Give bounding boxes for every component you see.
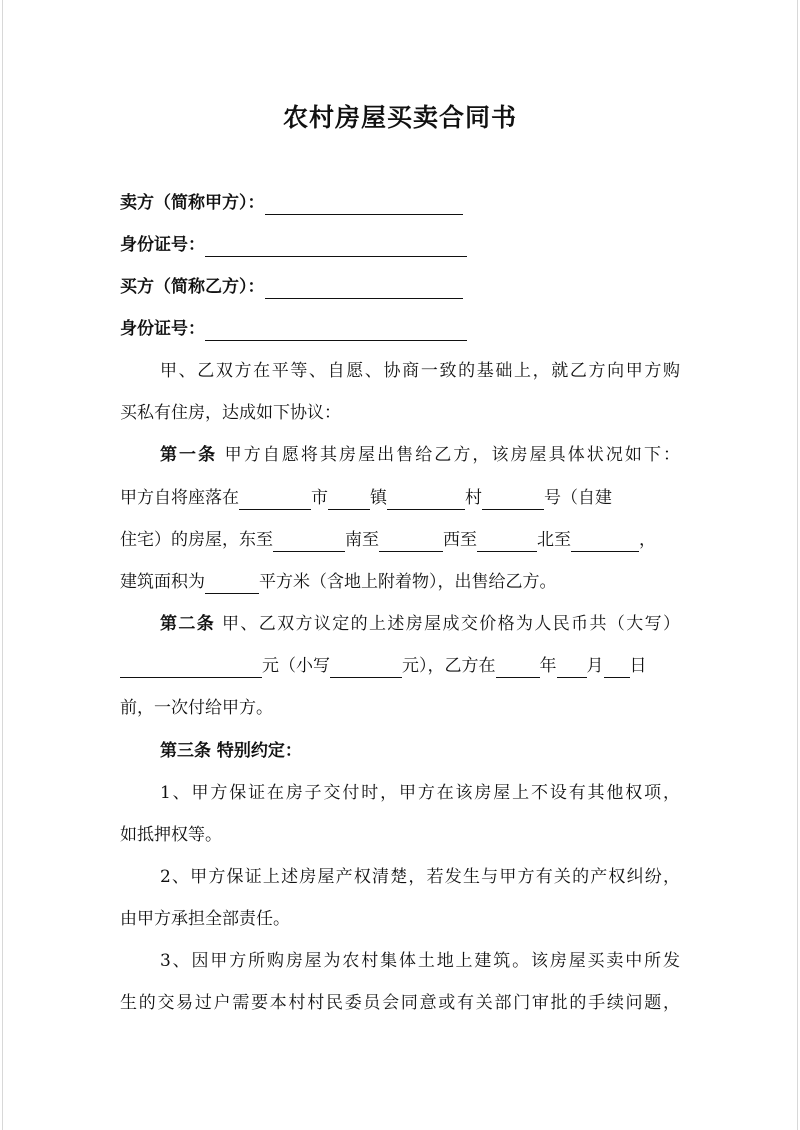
day-label: 日: [629, 656, 647, 676]
price-uppercase-blank[interactable]: [120, 658, 262, 678]
city-blank[interactable]: [239, 490, 311, 510]
town-label: 镇: [370, 488, 387, 508]
location-prefix: 甲方自将座落在: [120, 488, 239, 508]
document-title: 农村房屋买卖合同书: [282, 103, 517, 132]
buyer-id-label: 身份证号：: [120, 319, 205, 339]
city-label: 市: [311, 488, 328, 508]
month-blank[interactable]: [557, 658, 587, 678]
article3-item1-line-1: 1、甲方保证在房子交付时，甲方在该房屋上不设有其他权项，: [160, 783, 680, 803]
buyer-row: [120, 275, 680, 299]
buyer-id-field[interactable]: [205, 321, 467, 341]
area-suffix: 平方米（含地上附着物），出售给乙方。: [259, 572, 557, 592]
article3-item3-line-2: 生的交易过户需要本村村民委员会同意或有关部门审批的手续问题，: [120, 993, 680, 1013]
seller-label: 卖方（简称甲方）：: [120, 193, 265, 213]
price-lowercase-blank[interactable]: [330, 658, 402, 678]
seller-id-label: 身份证号：: [120, 235, 205, 255]
article1-text: 甲方自愿将其房屋出售给乙方，该房屋具体状况如下：: [224, 445, 681, 465]
year-blank[interactable]: [496, 658, 540, 678]
article2-line-3: 前，一次付给甲方。: [120, 698, 273, 718]
number-blank[interactable]: [482, 490, 544, 510]
seller-row: [120, 191, 680, 215]
buyer-id-row: [120, 317, 680, 341]
article3-item2-line-2: 由甲方承担全部责任。: [120, 909, 290, 929]
east-label: 住宅）的房屋，东至: [120, 530, 273, 550]
page-left-edge: [2, 0, 3, 1130]
page-right-edge: [797, 0, 798, 1130]
payment-label: 元），乙方在: [402, 656, 496, 676]
north-label: 北至: [537, 530, 571, 550]
intro-line-1: 甲、乙双方在平等、自愿、协商一致的基础上，就乙方向甲方购: [160, 361, 680, 381]
article1-boundary-row: [120, 528, 680, 552]
west-label: 西至: [443, 530, 477, 550]
article1-line-1: [160, 443, 680, 467]
north-blank[interactable]: [571, 532, 639, 552]
year-label: 年: [539, 656, 557, 676]
article3-heading: 第三条 特别约定：: [160, 741, 302, 761]
west-blank[interactable]: [477, 532, 537, 552]
day-blank[interactable]: [604, 658, 630, 678]
price-yuan-label: 元（小写: [262, 656, 330, 676]
article1-location-row: [120, 486, 680, 510]
number-label: 号（自建: [544, 488, 612, 508]
article2-text: 甲、乙双方议定的上述房屋成交价格为人民币共（大写）: [221, 614, 681, 634]
article3-item3-line-1: 3、因甲方所购房屋为农村集体土地上建筑。该房屋买卖中所发: [160, 951, 680, 971]
article1-heading: 第一条: [160, 445, 218, 465]
buyer-name-field[interactable]: [265, 279, 463, 299]
boundary-comma: ，: [639, 530, 656, 550]
village-blank[interactable]: [387, 490, 465, 510]
article1-area-row: [120, 570, 680, 594]
article2-heading: 第二条: [160, 614, 216, 634]
area-blank[interactable]: [205, 574, 259, 594]
buyer-label: 买方（简称乙方）：: [120, 277, 265, 297]
village-label: 村: [465, 488, 482, 508]
seller-name-field[interactable]: [265, 195, 463, 215]
article3-item2-line-1: 2、甲方保证上述房屋产权清楚，若发生与甲方有关的产权纠纷，: [160, 867, 680, 887]
east-blank[interactable]: [273, 532, 345, 552]
seller-id-field[interactable]: [205, 237, 467, 257]
town-blank[interactable]: [328, 490, 370, 510]
article2-price-row: [120, 654, 680, 678]
article2-line-1: [160, 612, 680, 636]
month-label: 月: [586, 656, 604, 676]
article3-item1-line-2: 如抵押权等。: [120, 825, 222, 845]
south-label: 南至: [345, 530, 379, 550]
south-blank[interactable]: [379, 532, 443, 552]
area-label: 建筑面积为: [120, 572, 205, 592]
intro-line-2: 买私有住房，达成如下协议：: [120, 403, 341, 423]
seller-id-row: [120, 233, 680, 257]
